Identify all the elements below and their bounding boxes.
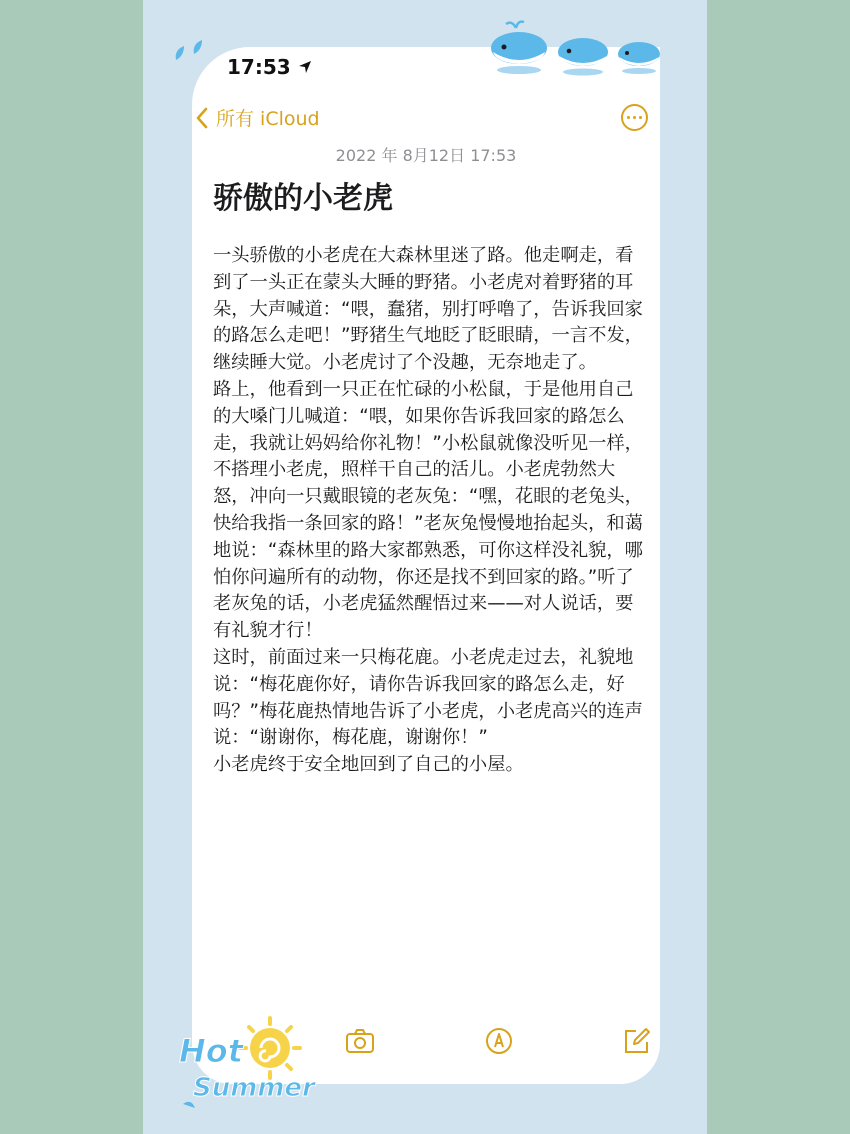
whale-icon [488,18,550,76]
camera-icon[interactable] [345,1027,375,1055]
water-drop-icon [172,38,212,68]
note-paragraph: 小老虎终于安全地回到了自己的小屋。 [213,754,524,776]
dot [633,116,636,119]
back-button[interactable] [194,104,320,131]
note-paragraph: 这时，前面过来一只梅花鹿。小老虎走过去，礼貌地说：“梅花鹿你好，请你告诉我回家的路怎么走，好吗？”梅花鹿热情地告诉了小老虎，小老虎高兴的连声说：“谢谢你，梅花鹿，谢谢你！” [213,646,643,749]
whale-icon [615,38,663,76]
more-options-icon[interactable] [621,104,648,131]
status-bar-time [227,55,313,79]
hot-summer-sticker [175,1012,335,1112]
note-paragraph: 一头骄傲的小老虎在大森林里迷了路。他走啊走，看到了一头正在蒙头大睡的野猪。小老虎对着野猪的耳朵，大声喊道：“喂，蠢猪，别打呼噜了，告诉我回家的路怎么走吧！”野猪生气地眨了眨眼睛，一言不发，继续睡大觉。小老虎讨了个没趣，无奈地走了。 [213,245,643,374]
markup-pen-icon[interactable] [484,1027,514,1055]
status-time-text: 17:53 [227,55,291,79]
location-arrow-icon [297,59,313,75]
dot [627,116,630,119]
compose-icon[interactable] [622,1027,652,1055]
note-date: 2022 年 8月12日 17:53 [335,146,517,165]
sticker-hot-text: Hot [179,1032,244,1070]
whale-icon [555,34,611,76]
note-paragraph: 路上，他看到一只正在忙碌的小松鼠，于是他用自己的大嗓门儿喊道：“喂，如果你告诉我回家的路怎么走，我就让妈妈给你礼物！”小松鼠就像没听见一样，不搭理小老虎，照样干自己的活儿。小老虎勃然大怒，冲向一只戴眼镜的老灰兔：“嘿，花眼的老兔头，快给我指一条回家的路！”老灰兔慢慢地抬起头，和蔼地说：“森林里的路大家都熟悉，可你这样没礼貌，哪怕你问遍所有的动物，你还是找不到回家的路。”听了老灰兔的话，小老虎猛然醒悟过来——对人说话，要有礼貌才行！ [213,378,643,642]
note-title[interactable]: 骄傲的小老虎 [213,181,393,216]
sticker-summer-text: Summer [193,1073,315,1103]
note-body[interactable] [213,243,643,779]
sun-icon [240,1018,300,1078]
dot [639,116,642,119]
back-button-label: 所有 iCloud [216,108,320,130]
chevron-left-icon [194,106,210,130]
